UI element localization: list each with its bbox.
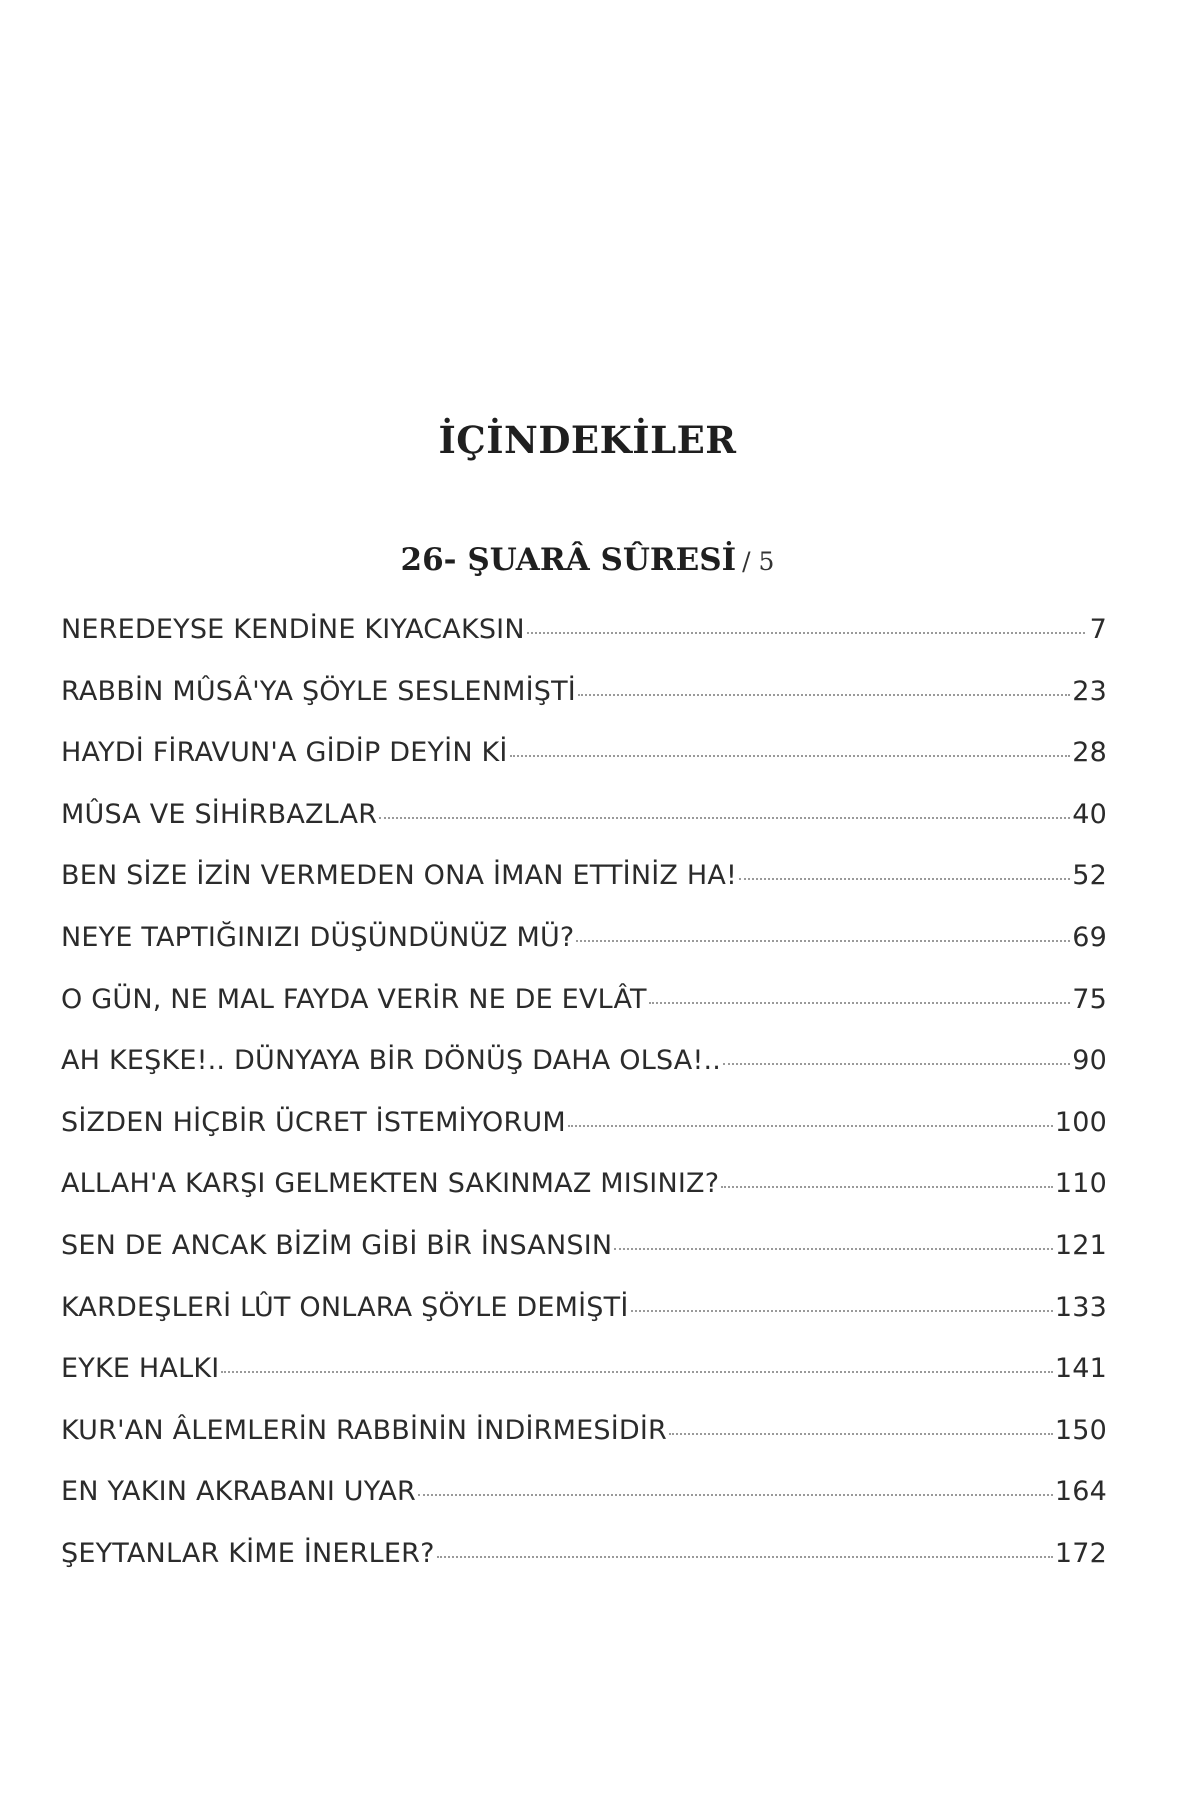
dot-leader: [437, 1556, 1053, 1558]
toc-entry-label: RABBİN MÛSÂ'YA ŞÖYLE SESLENMİŞTİ: [61, 675, 576, 707]
section-heading: [0, 542, 1175, 578]
dot-leader: [669, 1433, 1053, 1435]
toc-entry-label: HAYDİ FİRAVUN'A GİDİP DEYİN Kİ: [61, 737, 508, 769]
dot-leader: [578, 694, 1070, 696]
toc-entry-page: 28: [1072, 737, 1107, 769]
toc-entry-page: 75: [1072, 983, 1107, 1015]
dot-leader: [723, 1063, 1070, 1065]
toc-entry: [61, 1230, 1107, 1292]
toc-entry-label: BEN SİZE İZİN VERMEDEN ONA İMAN ETTİNİZ HA!: [61, 860, 738, 892]
toc-entry-label: EYKE HALKI: [61, 1353, 220, 1385]
toc-entry-page: 172: [1054, 1537, 1107, 1569]
dot-leader: [576, 940, 1070, 942]
dot-leader: [739, 878, 1070, 880]
toc-entry: [61, 1045, 1107, 1107]
dot-leader: [631, 1310, 1053, 1312]
toc-entry: [61, 1168, 1107, 1230]
toc-entry: [61, 1107, 1107, 1169]
toc-entry-label: AH KEŞKE!.. DÜNYAYA BİR DÖNÜŞ DAHA OLSA!..: [61, 1045, 722, 1077]
dot-leader: [221, 1371, 1052, 1373]
toc-entry: [61, 984, 1107, 1046]
toc-entry-label: MÛSA VE SİHİRBAZLAR: [61, 798, 378, 830]
toc-entry-page: 110: [1054, 1168, 1107, 1200]
toc-entry-page: 90: [1072, 1045, 1107, 1077]
toc-entry: [61, 799, 1107, 861]
toc-entry: [61, 1415, 1107, 1477]
toc-entry: [61, 922, 1107, 984]
toc-entry-page: 164: [1054, 1476, 1107, 1508]
toc-entry-label: KARDEŞLERİ LÛT ONLARA ŞÖYLE DEMİŞTİ: [61, 1291, 629, 1323]
toc-entry-label: KUR'AN ÂLEMLERİN RABBİNİN İNDİRMESİDİR: [61, 1414, 667, 1446]
toc-entry: [61, 1476, 1107, 1538]
dot-leader: [649, 1002, 1071, 1004]
toc-entry-page: 7: [1089, 614, 1107, 645]
toc-entry-label: NEYE TAPTIĞINIZI DÜŞÜNDÜNÜZ MÜ?: [61, 921, 575, 953]
toc-entry-page: 40: [1072, 798, 1107, 830]
toc-entry: [61, 676, 1107, 738]
dot-leader: [418, 1494, 1053, 1496]
toc-entry-label: ALLAH'A KARŞI GELMEKTEN SAKINMAZ MISINIZ?: [61, 1168, 720, 1200]
toc-entry-page: 133: [1054, 1291, 1107, 1323]
toc-entry-label: SEN DE ANCAK BİZİM GİBİ BİR İNSANSIN: [61, 1229, 613, 1261]
section-page: / 5: [742, 547, 775, 576]
dot-leader: [379, 817, 1070, 819]
toc-entry-label: O GÜN, NE MAL FAYDA VERİR NE DE EVLÂT: [61, 983, 647, 1015]
toc-entry-label: ŞEYTANLAR KİME İNERLER?: [61, 1537, 435, 1569]
toc-title: İÇİNDEKİLER: [438, 418, 737, 462]
toc-list: [61, 614, 1107, 1600]
toc-entry-page: 69: [1072, 921, 1107, 953]
toc-entry: [61, 1353, 1107, 1415]
section-name: 26- ŞUARÂ SÛRESİ: [400, 542, 737, 578]
dot-leader: [527, 632, 1085, 634]
toc-entry: [61, 737, 1107, 799]
dot-leader: [614, 1248, 1053, 1250]
toc-entry-label: EN YAKIN AKRABANI UYAR: [61, 1476, 416, 1508]
toc-entry-page: 52: [1072, 860, 1107, 892]
toc-entry-label: SİZDEN HİÇBİR ÜCRET İSTEMİYORUM: [61, 1106, 566, 1138]
toc-entry-page: 100: [1054, 1106, 1107, 1138]
toc-entry-page: 141: [1054, 1353, 1107, 1385]
toc-entry-page: 121: [1054, 1229, 1107, 1261]
toc-entry-page: 23: [1072, 675, 1107, 707]
dot-leader: [510, 755, 1071, 757]
toc-entry: [61, 1538, 1107, 1600]
toc-entry: [61, 1292, 1107, 1354]
toc-entry: [61, 614, 1107, 676]
toc-entry-label: NEREDEYSE KENDİNE KIYACAKSIN: [61, 614, 525, 645]
toc-entry: [61, 860, 1107, 922]
dot-leader: [568, 1125, 1053, 1127]
dot-leader: [721, 1186, 1053, 1188]
toc-entry-page: 150: [1054, 1414, 1107, 1446]
